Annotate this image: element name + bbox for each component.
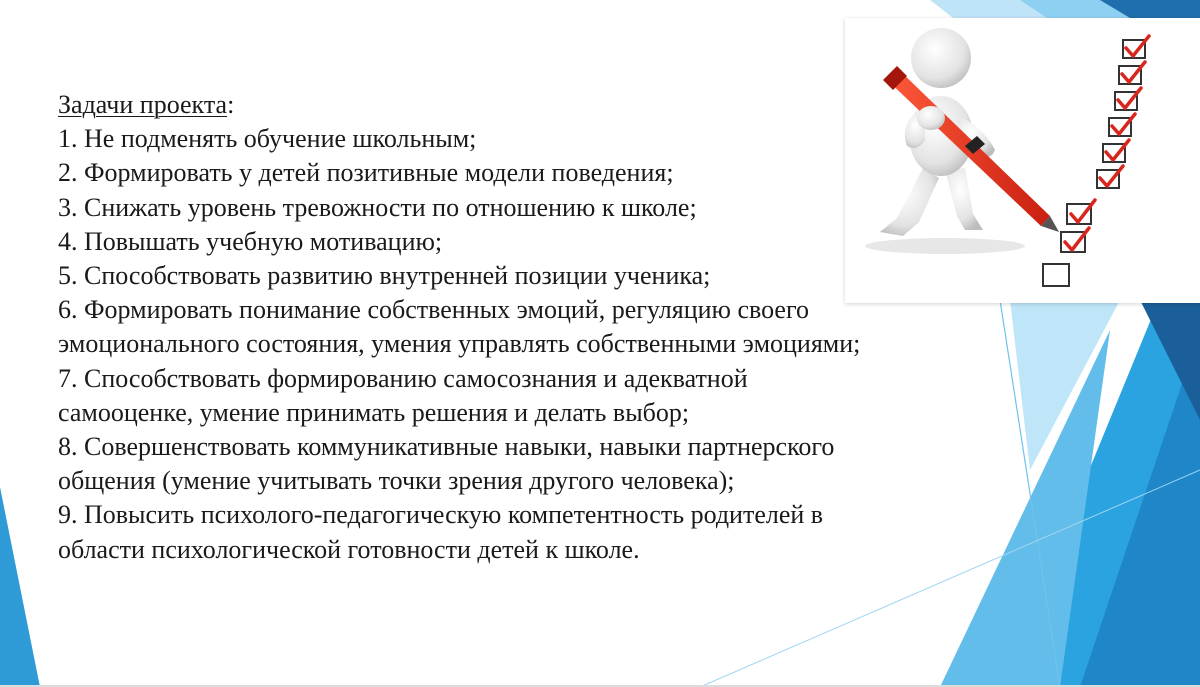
project-tasks-text (58, 88, 1018, 567)
tasks-heading-title: Задачи проекта (58, 90, 228, 119)
checklist-boxes (1043, 40, 1145, 286)
task-line: 8. Совершенствовать коммуникативные навыки, навыки партнерского (58, 432, 835, 462)
task-line: области психологической готовности детей к школе. (58, 534, 640, 564)
tasks-heading-colon: : (227, 90, 235, 119)
task-line: самооценке, умение принимать решения и делать выбор; (58, 397, 690, 427)
task-line: 7. Способствовать формированию самосознания и адекватной (58, 363, 748, 393)
task-line: 5. Способствовать развитию внутренней позиции ученика; (58, 261, 711, 291)
task-line: эмоционального состояния, умения управлять собственными эмоциями; (58, 329, 861, 359)
task-line: 1. Не подменять обучение школьным; (58, 124, 477, 154)
bg-sliver-left (0, 487, 40, 687)
task-line: 6. Формировать понимание собственных эмоций, регуляцию своего (58, 295, 809, 325)
tasks-heading (58, 88, 1018, 122)
task-line: 9. Повысить психолого-педагогическую компетентность родителей в (58, 500, 824, 530)
figure-head (911, 28, 971, 88)
task-line: 2. Формировать у детей позитивные модели поведения; (58, 158, 674, 188)
task-line: 4. Повышать учебную мотивацию; (58, 226, 443, 256)
task-line: 3. Снижать уровень тревожности по отношению к школе; (58, 192, 697, 222)
task-line: общения (умение учитывать точки зрения другого человека); (58, 466, 735, 496)
